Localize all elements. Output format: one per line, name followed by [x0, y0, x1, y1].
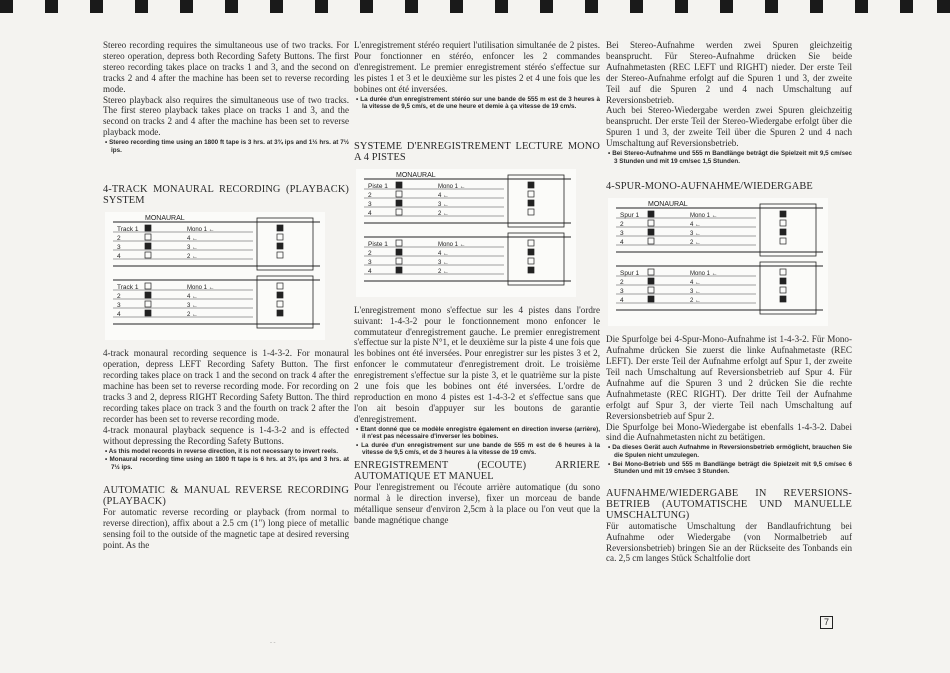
record-head-square: [396, 249, 402, 255]
record-head-square: [396, 240, 402, 246]
de-track-diagram-svg: [608, 198, 828, 326]
en-intro-p2: Stereo playback also requires the simultaneous use of two tracks. The first stereo playback takes place on tracks 1 and 3, and the second on tracks 2 and 4 after the machine has been set to reverse playback mode.: [103, 94, 349, 138]
record-head-square: [396, 191, 402, 197]
record-head-square: [396, 182, 402, 188]
track-number-label: 3: [117, 302, 121, 310]
track-number-label: 4: [117, 311, 121, 319]
track-number-label: Piste 1: [368, 182, 388, 190]
mono-sequence-label: 4 ←: [690, 222, 702, 229]
mono-sequence-label: 3 ←: [438, 201, 450, 208]
mono-sequence-label: 4 ←: [438, 250, 450, 257]
de-heading-reverse: AUFNAHME/WIEDERGABE IN REVERSIONS-BETRIEB (AUTOMATISCHE UND MANUELLE UMSCHALTUNG): [606, 487, 852, 521]
mono-sequence-label: 2 ←: [690, 298, 702, 305]
de-intro-p1: Bei Stereo-Aufnahme werden zwei Spuren gleichzeitig beansprucht. Für Stereo-Aufnahme drücken Sie beide Aufnahmetasten (REC LEFT und RIGHT) nieder. Der erste Teil der Stereo-Aufnahme erfolgt auf die Spuren 1 und 3, der zweite Teil auf die Spuren 2 und 4 nach Umschaltung auf Reversionsbetrieb.: [606, 40, 852, 105]
mono-sequence-label: 2 ←: [438, 210, 450, 217]
de-mono-body2: Die Spurfolge bei Mono-Wiedergabe ist ebenfalls 1-4-3-2. Dabei sind die Aufnahmetasten nicht zu betätigen.: [606, 421, 852, 443]
de-intro-p2: Auch bei Stereo-Wiedergabe werden zwei Spuren gleichzeitig beansprucht. Der erste Teil der Stereo-Wiedergabe erfolgt über die Spuren 1 und 3, der zweite Teil über die Spuren 2 und 4 nach Umschaltung auf Reversionsbetrieb.: [606, 105, 852, 149]
en-mono-note1: • As this model records in reverse direction, it is not necessary to invert reels.: [105, 447, 338, 455]
mono-sequence-label: Mono 1 ←: [438, 241, 466, 248]
en-track-diagram: [105, 212, 325, 340]
en-heading-reverse: AUTOMATIC & MANUAL REVERSE RECORDING (PLAYBACK): [103, 485, 349, 508]
page-number: 7: [820, 616, 833, 629]
track-number-label: 4: [368, 209, 372, 217]
track-block: [616, 262, 823, 314]
playback-head-square: [528, 200, 534, 206]
track-number-label: 4: [368, 267, 372, 275]
en-track-diagram-svg: [105, 212, 325, 340]
playback-head-square: [277, 243, 283, 249]
record-head-square: [145, 310, 151, 316]
track-number-label: 3: [368, 258, 372, 266]
track-block: [113, 215, 320, 270]
record-head-square: [145, 292, 151, 298]
mono-sequence-label: Mono 1 ←: [690, 271, 718, 278]
mono-sequence-label: 3 ←: [690, 289, 702, 296]
fr-track-diagram-svg: [356, 169, 576, 297]
record-head-square: [648, 220, 654, 226]
record-head-square: [648, 287, 654, 293]
record-head-square: [648, 278, 654, 284]
track-number-label: 3: [620, 230, 624, 238]
record-head-square: [145, 301, 151, 307]
mono-sequence-label: 2 ←: [187, 312, 199, 319]
playback-head-square: [780, 287, 786, 293]
playback-head-square: [780, 278, 786, 284]
track-block: [364, 172, 571, 227]
record-head-square: [648, 296, 654, 302]
fr-mono-body: L'enregistrement mono s'effectue sur les 4 pistes dans l'ordre suivant: 1-4-3-2 pour le fonctionnement mono enfoncer le commutateur d'enregistrement gauche. Le premier enregistrement s'effectue sur la piste N°1, et le deuxième sur la piste 4 une fois que les bobines ont été inversées. Pour enregistrer sur les pistes 3 et 2, enfoncer le commutateur d'enregistrement droit. Le troisième enregistrement s'effectue sur la piste 3, et le quatrième sur la piste 2 une fois que les bobines ont été inversées. L'ordre de reproduction en mono 4 pistes est 1-4-3-2 et s'effectue sans que l'on ait besoin d'appuyer sur les boutons de garantie d'enregistrement.: [354, 304, 600, 424]
mono-sequence-label: Mono 1 ←: [690, 213, 718, 220]
record-head-square: [396, 267, 402, 273]
track-number-label: 4: [620, 297, 624, 305]
mono-sequence-label: 3 ←: [438, 259, 450, 266]
en-intro-note: • Stereo recording time using an 1800 ft tape is 3 hrs. at 3¾ ips and 1½ hrs. at 7½ ips.: [105, 139, 349, 154]
en-mono-body: 4-track monaural recording sequence is 1-4-3-2. For monaural operation, depress LEFT Recording Safety Button. The first recording takes place on track 1 and the second on track 4 after the machine has been set to reverse recording mode. For recording on tracks 3 and 2, depress RIGHT Recording Safety Button. The third recording takes place on track 3 and the fourth on track 2 after the recorder has been set to reverse recording mode.: [103, 348, 349, 424]
record-head-square: [648, 229, 654, 235]
fr-heading-mono: SYSTEME D'ENREGISTREMENT LECTURE MONO A 4 PISTES: [354, 140, 600, 163]
mono-sequence-label: 2 ←: [690, 240, 702, 247]
playback-head-square: [780, 220, 786, 226]
record-head-square: [396, 200, 402, 206]
mono-sequence-label: 4 ←: [187, 236, 199, 243]
record-head-square: [648, 238, 654, 244]
track-number-label: 2: [117, 235, 121, 243]
de-mono-note2: • Bei Mono-Betrieb und 555 m Bandlänge beträgt die Spielzeit mit 9,5 cm/sec 6 Stunden und mit 19 cm/sec 3 Stunden.: [608, 460, 852, 476]
track-number-label: Track 1: [117, 226, 139, 234]
record-head-square: [145, 283, 151, 289]
mono-sequence-label: 2 ←: [187, 254, 199, 261]
fr-reverse-body: Pour l'enregistrement ou l'écoute arrière automatique (du sono normal à le direction inverse), fixer un morceau de bande métallique senseur d'environ 2,5cm à la place ou l'on veut que la bande magnétique change: [354, 482, 600, 525]
playback-head-square: [277, 310, 283, 316]
en-intro-p1: Stereo recording requires the simultaneous use of two tracks. For stereo operation, depress both Recording Safety Buttons. The first stereo recording takes place on tracks 1 and 3, and the second on tracks 2 and 4 after the machine has been set to reverse recording mode.: [103, 40, 349, 94]
track-number-label: 3: [117, 244, 121, 252]
playback-head-square: [277, 234, 283, 240]
record-head-square: [396, 258, 402, 264]
mono-sequence-label: Mono 1 ←: [187, 285, 215, 292]
en-heading-mono: 4-TRACK MONAURAL RECORDING (PLAYBACK) SYSTEM: [103, 184, 349, 207]
track-block: [364, 233, 571, 285]
mono-sequence-label: 4 ←: [187, 294, 199, 301]
de-heading-mono: 4-SPUR-MONO-AUFNAHME/WIEDERGABE: [606, 181, 813, 193]
playback-head-square: [780, 211, 786, 217]
de-intro-note: • Bei Stereo-Aufnahme und 555 m Bandlänge beträgt die Spielzeit mit 9,5 cm/sec 3 Stunden und mit 19 cm/sec 1,5 Stunden.: [608, 150, 852, 165]
de-mono-note1: • Da dieses Gerät auch Aufnahme in Reversionsbetrieb ermöglicht, brauchen Sie die Spulen nicht umzulegen.: [608, 444, 852, 459]
fr-intro-p1: L'enregistrement stéréo requiert l'utilisation simultanée de 2 pistes. Pour fonctionner en stéréo, enfoncer les 2 commandes d'enregistrement. Le premier enregistrement stéréo s'effectue sur les pistes 1 et 3 et le deuxième sur les pistes 2 et 4 une fois que les bobines ont été inversées.: [354, 40, 600, 94]
mono-sequence-label: 3 ←: [187, 245, 199, 252]
mono-sequence-label: Mono 1 ←: [438, 183, 466, 190]
track-number-label: 2: [117, 293, 121, 301]
mono-sequence-label: 2 ←: [438, 268, 450, 275]
mono-sequence-label: Mono 1 ←: [187, 227, 215, 234]
track-number-label: Spur 1: [620, 270, 640, 278]
track-number-label: 4: [117, 253, 121, 261]
track-number-label: Spur 1: [620, 212, 640, 220]
mono-sequence-label: 3 ←: [690, 231, 702, 238]
track-number-label: 3: [368, 200, 372, 208]
playback-head-square: [528, 182, 534, 188]
track-block: [113, 276, 320, 328]
record-head-square: [648, 269, 654, 275]
track-number-label: 2: [368, 191, 372, 199]
record-head-square: [396, 209, 402, 215]
mono-sequence-label: 3 ←: [187, 303, 199, 310]
en-mono-note2: • Monaural recording time using an 1800 ft tape is 6 hrs. at 3¾ ips and 3 hrs. at 7½ ips.: [105, 456, 349, 471]
record-head-square: [145, 243, 151, 249]
playback-head-square: [277, 225, 283, 231]
record-head-square: [145, 252, 151, 258]
playback-head-square: [277, 301, 283, 307]
monaural-label: MONAURAL: [145, 215, 185, 223]
playback-head-square: [528, 191, 534, 197]
fr-intro-note: • La durée d'un enregistrement stéréo sur une bande de 555 m est de 3 heures à la vitesse de 9,5 cm/s, et de une heure et demie à ça vitesse de 19 cm/s.: [356, 95, 600, 111]
monaural-label: MONAURAL: [396, 171, 436, 179]
playback-head-square: [277, 292, 283, 298]
column-english: [103, 40, 349, 551]
en-mono-body2: 4-track monaural playback sequence is 1-4-3-2 and is effected without depressing the Recording Safety Buttons.: [103, 424, 349, 446]
track-number-label: 3: [620, 288, 624, 296]
track-number-label: 2: [620, 221, 624, 229]
playback-head-square: [528, 249, 534, 255]
fr-track-diagram: [356, 169, 576, 297]
record-head-square: [145, 234, 151, 240]
mono-sequence-label: 4 ←: [438, 192, 450, 199]
track-number-label: Piste 1: [368, 240, 388, 248]
playback-head-square: [277, 283, 283, 289]
en-reverse-body: For automatic reverse recording or playback (from normal to reverse direction), affix about a 2.5 cm (1") long piece of metallic sensing foil to the outside of the magnetic tape at desired reversing point. As the: [103, 507, 349, 550]
track-number-label: Track 1: [117, 284, 139, 292]
record-head-square: [648, 211, 654, 217]
de-reverse-body: Für automatische Umschaltung der Bandlaufrichtung bei Aufnahme oder Wiedergabe (von Normalbetrieb auf Reversionsbetrieb) bringen Sie an der Rückseite des Tonbands ein ca. 2,5 cm langes Stück Schaltfolie dort: [606, 520, 852, 564]
playback-head-square: [277, 252, 283, 258]
de-mono-body: Die Spurfolge bei 4-Spur-Mono-Aufnahme ist 1-4-3-2. Für Mono-Aufnahme drücken Sie zuerst die linke Aufnahmetaste (REC LEFT). Der erste Teil der Aufnahme erfolgt auf Spur 1, der zweite Teil nach Umschaltung auf Reversionsbetrieb auf Spur 4. Für Aufnahme auf die Spuren 3 und 2 drücken Sie die rechte Aufnahmetaste (REC RIGHT). Der dritte Teil der Aufnahme erfolgt auf Spur 3, der vierte Teil nach Umschaltung auf Reversionsbetrieb auf Spur 2.: [606, 334, 852, 421]
fr-mono-note2: • La durée d'un enregistrement sur une bande de 555 m est de 6 heures à la vitesse de 9,5 cm/s, et de 3 heures à la vitesse de 19 cm/s.: [356, 441, 600, 457]
fr-heading-reverse: ENREGISTREMENT (ECOUTE) ARRIERE AUTOMATIQUE ET MANUEL: [354, 460, 600, 483]
track-block: [616, 201, 823, 256]
record-head-square: [145, 225, 151, 231]
track-number-label: 4: [620, 239, 624, 247]
playback-head-square: [528, 209, 534, 215]
de-track-diagram: [608, 198, 828, 326]
playback-head-square: [528, 267, 534, 273]
playback-head-square: [528, 240, 534, 246]
binder-holes: [0, 0, 950, 14]
playback-head-square: [528, 258, 534, 264]
column-german: [606, 40, 852, 564]
mono-sequence-label: 4 ←: [690, 280, 702, 287]
playback-head-square: [780, 269, 786, 275]
playback-head-square: [780, 296, 786, 302]
playback-head-square: [780, 238, 786, 244]
track-number-label: 2: [620, 279, 624, 287]
column-french: [354, 40, 600, 526]
track-number-label: 2: [368, 249, 372, 257]
fr-mono-note1: • Etant donné que ce modèle enregistre également en direction inverse (arrière), il n'est pas nécessaire d'inverser les bobines.: [356, 425, 600, 441]
playback-head-square: [780, 229, 786, 235]
monaural-label: MONAURAL: [648, 201, 688, 209]
